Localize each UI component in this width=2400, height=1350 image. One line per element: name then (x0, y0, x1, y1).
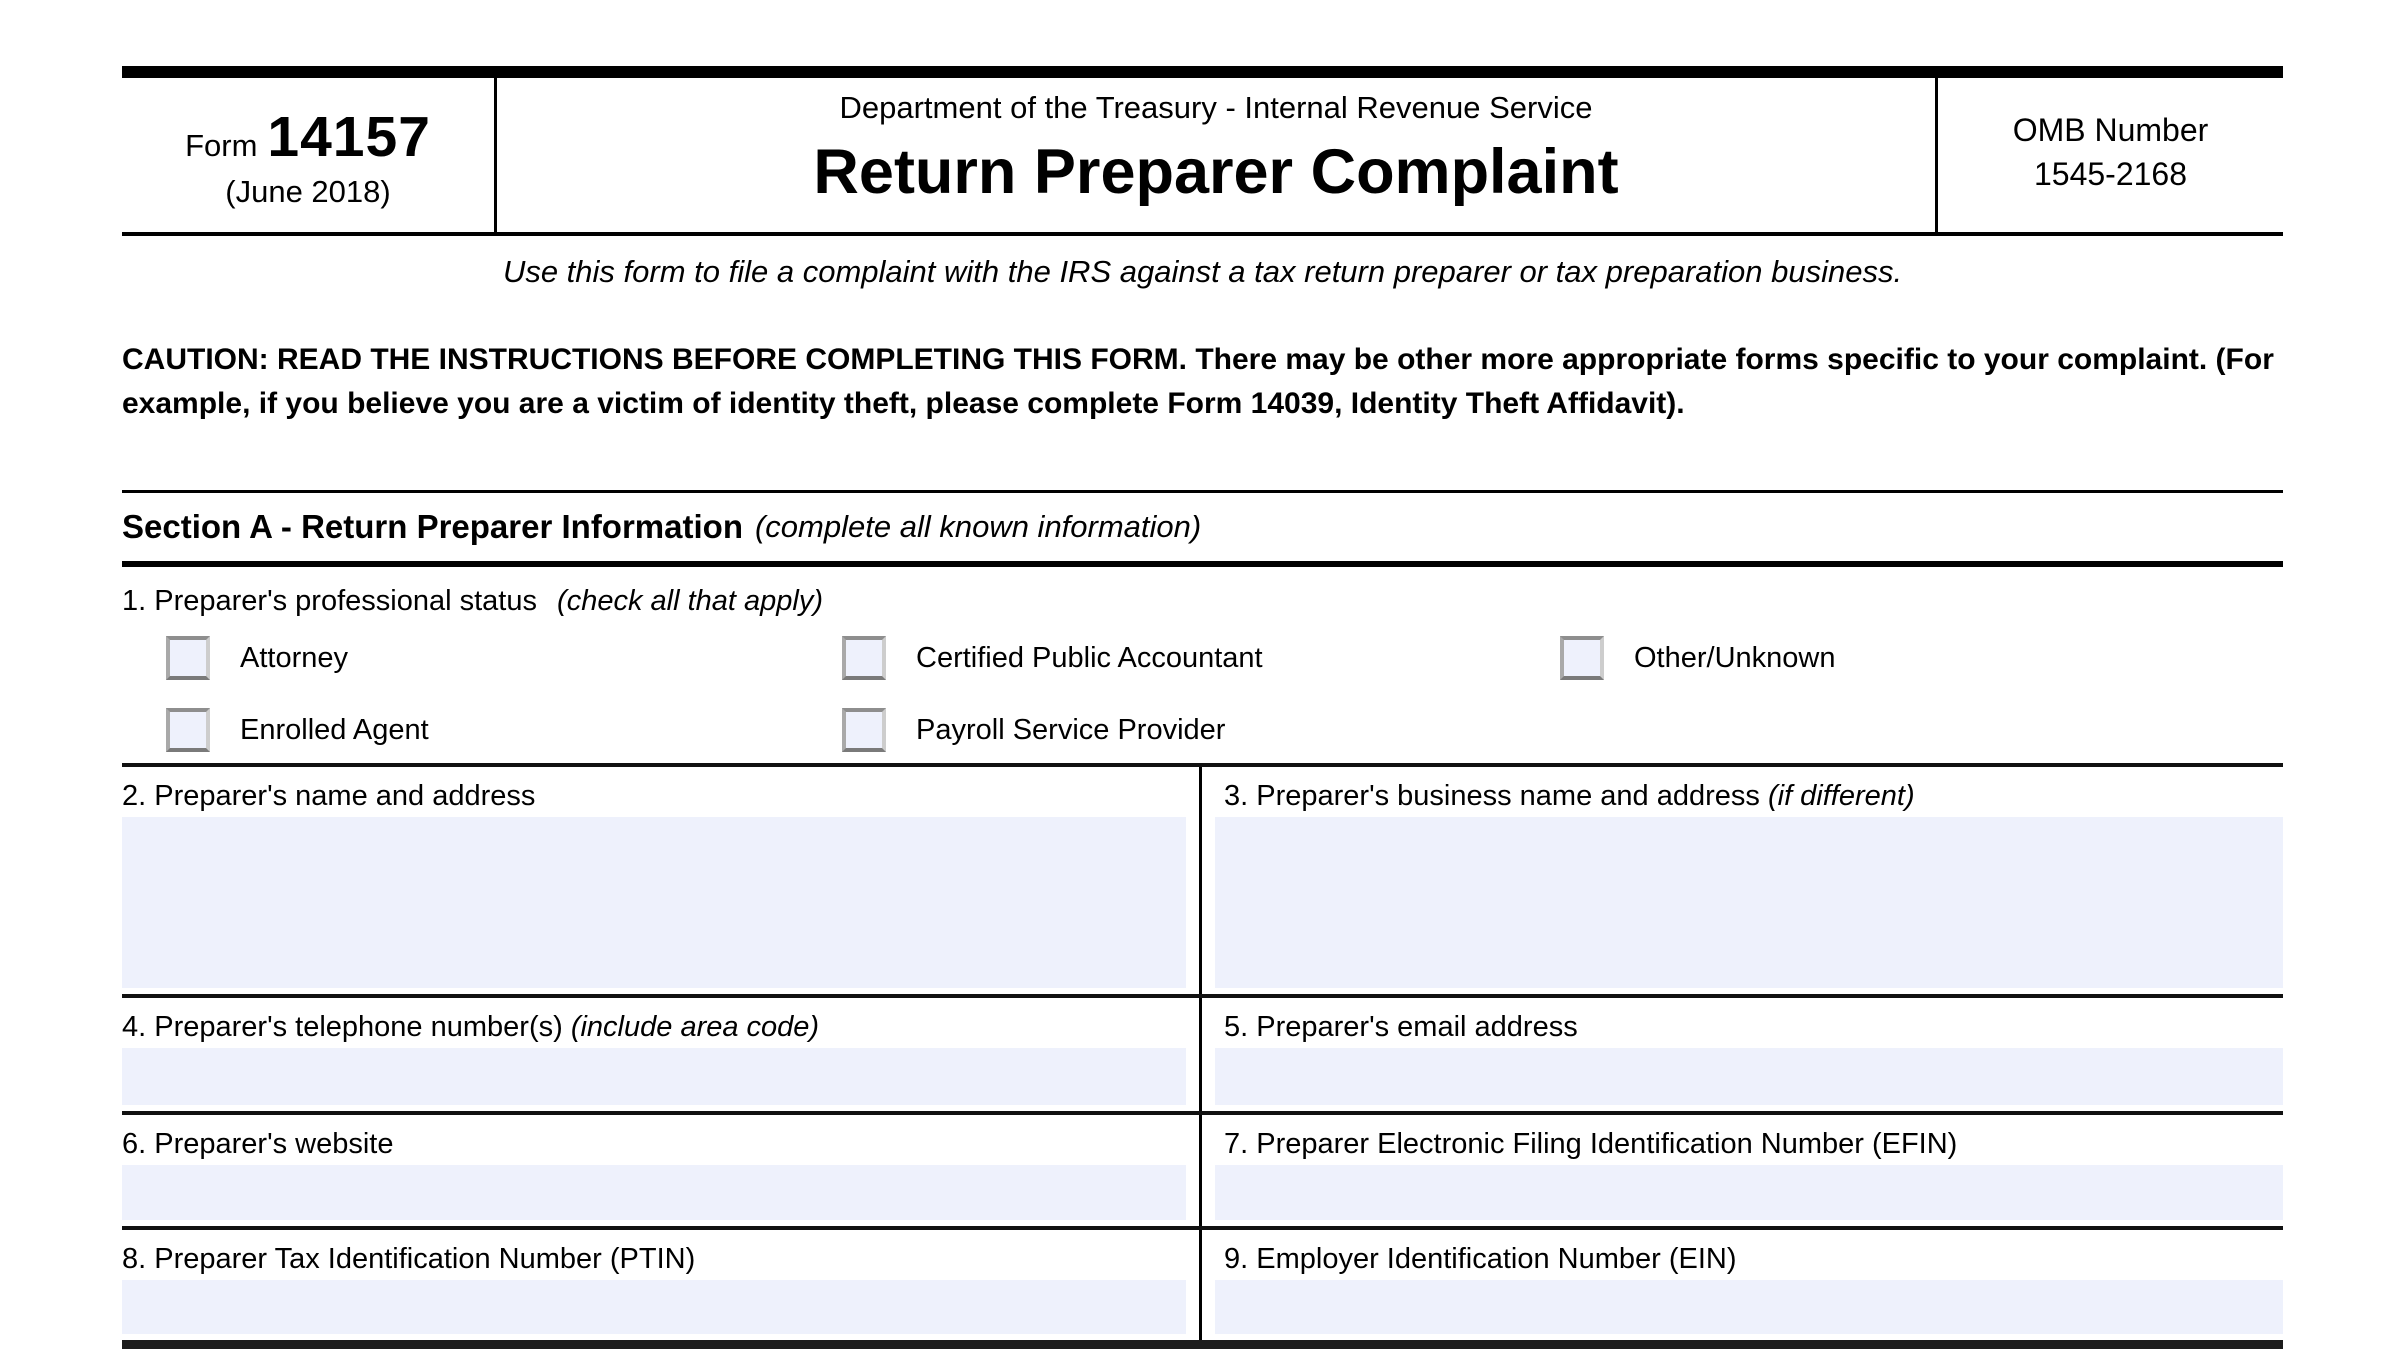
option-enrolled-agent (166, 708, 429, 752)
field-preparer-name-address[interactable] (122, 817, 1186, 988)
form-title-block (497, 78, 1935, 232)
q8-label-text: 8. Preparer Tax Identification Number (PTIN) (122, 1243, 696, 1275)
omb-number: 1545-2168 (2033, 156, 2188, 192)
field-preparer-website[interactable] (122, 1165, 1186, 1220)
field-cell-q4 (122, 998, 1202, 1111)
caution-paragraph: CAUTION: READ THE INSTRUCTIONS BEFORE COMPLETING THIS FORM. There may be other more appropriate forms specific to your complaint. (For example, if you believe you are a victim of identity theft, please complete Form 14039, Identity Theft Affidavit). (122, 343, 2274, 420)
field-label-q6 (122, 1115, 1186, 1165)
field-cell-q3 (1202, 767, 2283, 994)
form-header (122, 78, 2283, 236)
checkbox-payroll-service-provider[interactable] (842, 708, 886, 752)
form-number: 14157 (267, 105, 431, 169)
question-1-label-row (122, 585, 823, 618)
q4-label-hint: (include area code) (570, 1011, 820, 1043)
checkbox-label-enrolled-agent: Enrolled Agent (240, 713, 429, 746)
field-preparer-ptin[interactable] (122, 1280, 1186, 1334)
checkbox-label-cpa: Certified Public Accountant (916, 641, 1263, 674)
q9-label-text: 9. Employer Identification Number (EIN) (1224, 1243, 1737, 1275)
page-title: Return Preparer Complaint (813, 137, 1619, 207)
question-1-label: 1. Preparer's professional status (122, 585, 537, 617)
option-attorney (166, 636, 348, 680)
field-preparer-email[interactable] (1215, 1048, 2283, 1105)
question-1-hint: (check all that apply) (557, 585, 823, 617)
agency-name: Department of the Treasury - Internal Revenue Service (839, 90, 1593, 125)
checkbox-certified-public-accountant[interactable] (842, 636, 886, 680)
form-number-line (185, 104, 431, 170)
q2-label-text: 2. Preparer's name and address (122, 780, 536, 812)
field-preparer-business-name-address[interactable] (1215, 817, 2283, 988)
field-label-q4 (122, 998, 1186, 1048)
q7-label-text: 7. Preparer Electronic Filing Identification Number (EFIN) (1224, 1128, 1958, 1160)
field-row-6-7 (122, 1115, 2283, 1230)
form-word: Form (185, 128, 258, 163)
checkbox-label-payroll-service-provider: Payroll Service Provider (916, 713, 1226, 746)
q5-label-text: 5. Preparer's email address (1224, 1011, 1578, 1043)
field-preparer-telephone[interactable] (122, 1048, 1186, 1105)
option-other-unknown (1560, 636, 1836, 680)
form-purpose-line: Use this form to file a complaint with the IRS against a tax return preparer or tax preparation business. (502, 254, 1903, 289)
checkbox-other-unknown[interactable] (1560, 636, 1604, 680)
field-preparer-efin[interactable] (1215, 1165, 2283, 1220)
section-a-fields-grid (122, 763, 2283, 1349)
section-a-subtitle: (complete all known information) (754, 509, 1202, 544)
section-a-header (122, 490, 2283, 567)
field-employer-ein[interactable] (1215, 1280, 2283, 1334)
field-row-4-5 (122, 998, 2283, 1115)
option-cpa (842, 636, 1263, 680)
q6-label-text: 6. Preparer's website (122, 1128, 394, 1160)
checkbox-label-attorney: Attorney (240, 641, 348, 674)
field-row-2-3 (122, 767, 2283, 998)
field-label-q9 (1215, 1230, 2283, 1280)
omb-label: OMB Number (2012, 112, 2209, 148)
checkbox-enrolled-agent[interactable] (166, 708, 210, 752)
professional-status-options (122, 636, 2283, 761)
field-label-q2 (122, 767, 1186, 817)
checkbox-attorney[interactable] (166, 636, 210, 680)
field-label-q8 (122, 1230, 1186, 1280)
field-label-q3 (1215, 767, 2283, 817)
q4-label-text: 4. Preparer's telephone number(s) (122, 1011, 563, 1043)
field-row-8-9 (122, 1230, 2283, 1340)
field-cell-q5 (1202, 998, 2283, 1111)
field-cell-q6 (122, 1115, 1202, 1226)
top-rule-bar (122, 66, 2283, 78)
checkbox-label-other-unknown: Other/Unknown (1634, 641, 1836, 674)
form-revision-date: (June 2018) (225, 174, 391, 209)
q3-label-text: 3. Preparer's business name and address (1224, 780, 1760, 812)
option-payroll-service-provider (842, 708, 1225, 752)
section-a-title: Section A - Return Preparer Information (122, 508, 743, 545)
field-label-q7 (1215, 1115, 2283, 1165)
field-cell-q2 (122, 767, 1202, 994)
form-number-block (122, 78, 497, 232)
field-label-q5 (1215, 998, 2283, 1048)
field-cell-q8 (122, 1230, 1202, 1340)
field-cell-q7 (1202, 1115, 2283, 1226)
omb-block (1935, 78, 2283, 232)
field-cell-q9 (1202, 1230, 2283, 1340)
q3-label-hint: (if different) (1767, 780, 1915, 812)
